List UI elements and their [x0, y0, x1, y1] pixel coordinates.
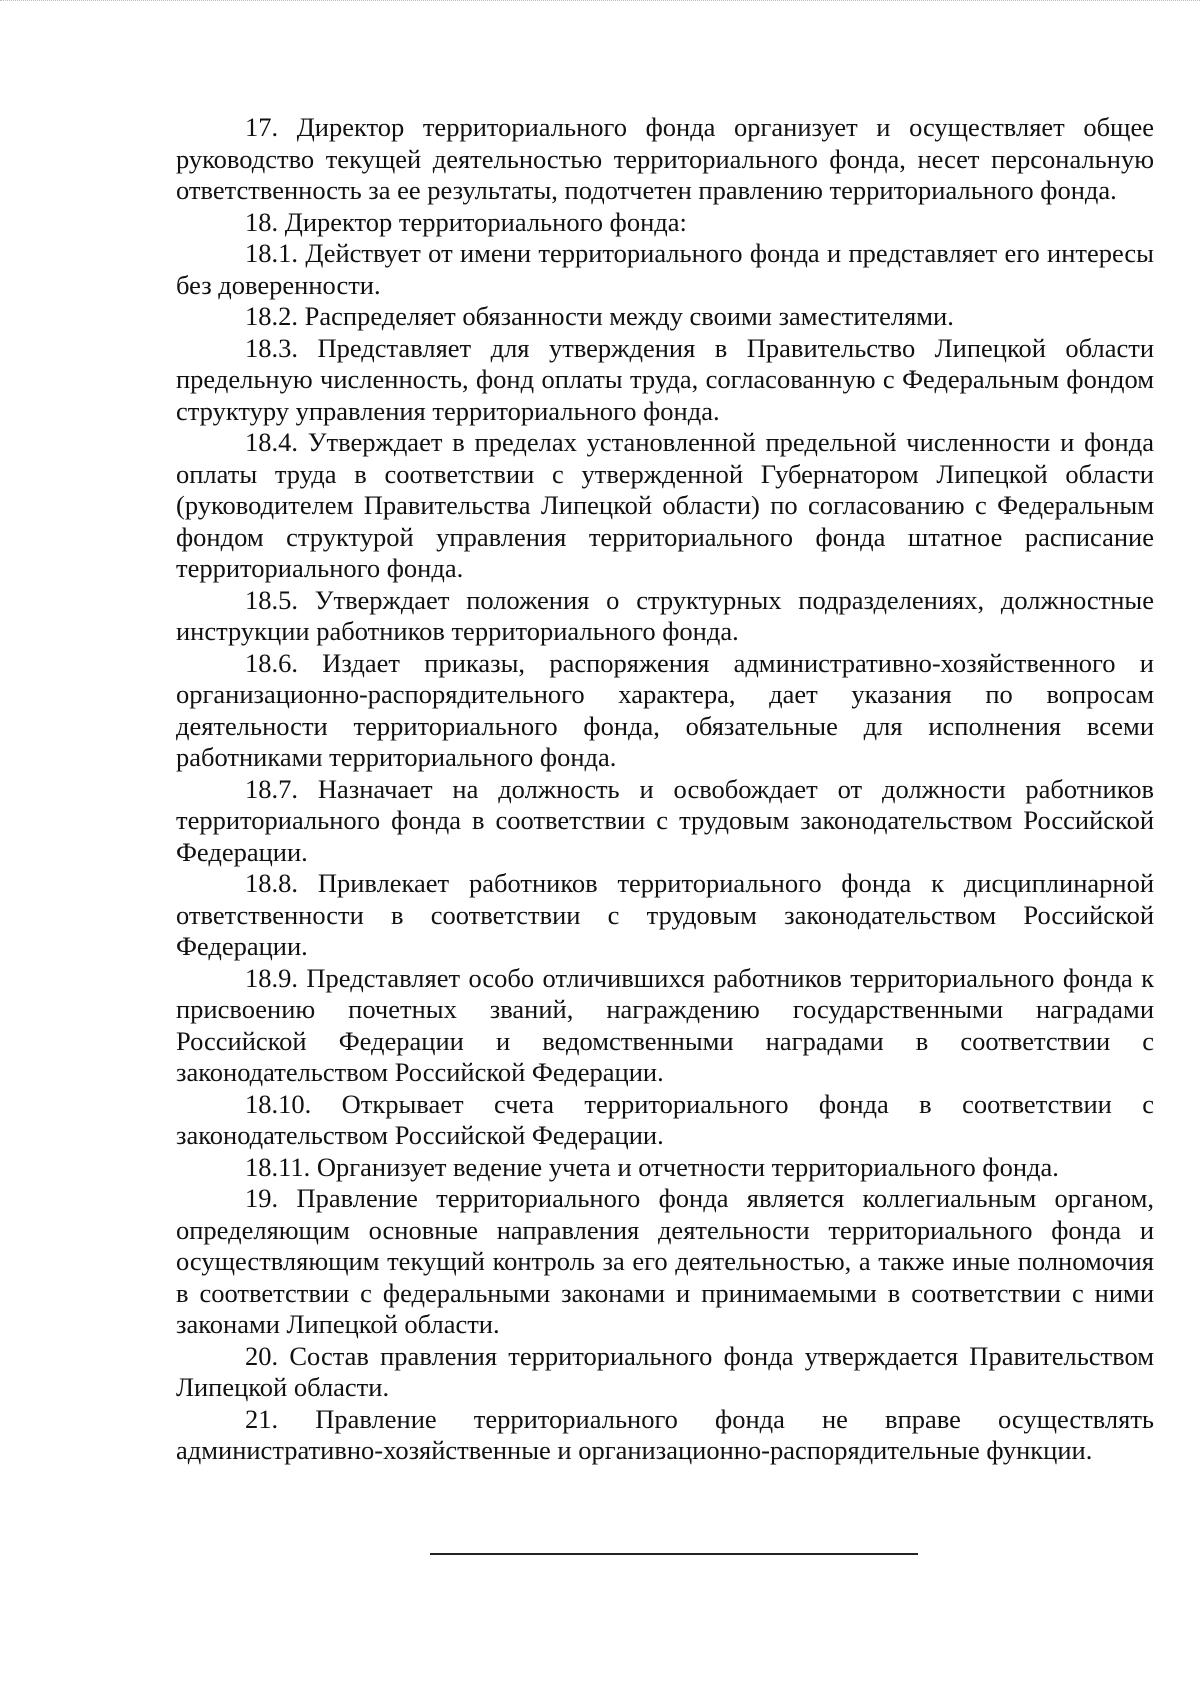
paragraph-18-9: 18.9. Представляет особо отличившихся работников территориального фонда к присвоению почетных званий, награждению государственными наградами Российской Федерации и ведомственными наградами в соответствии с законодательством Российской Федерации. [176, 962, 1154, 1087]
paragraph-18-1: 18.1. Действует от имени территориального фонда и представляет его интересы без доверенности. [176, 238, 1154, 300]
paragraph-18-10: 18.10. Открывает счета территориального фонда в соответствии с законодательством Российской Федерации. [176, 1088, 1154, 1150]
paragraph-20: 20. Состав правления территориального фонда утверждается Правительством Липецкой области. [176, 1340, 1154, 1402]
end-of-document-rule [430, 1553, 918, 1555]
paragraph-18-3: 18.3. Представляет для утверждения в Правительство Липецкой области предельную численность, фонд оплаты труда, согласованную с Федеральным фондом структуру управления территориального фонда. [176, 332, 1154, 426]
scan-edge [0, 0, 1200, 11]
paragraph-21: 21. Правление территориального фонда не вправе осуществлять административно-хозяйственные и организационно-распорядительные функции. [176, 1403, 1154, 1465]
paragraph-18-5: 18.5. Утверждает положения о структурных подразделениях, должностные инструкции работников территориального фонда. [176, 584, 1154, 646]
paragraph-19: 19. Правление территориального фонда является коллегиальным органом, определяющим основные направления деятельности территориального фонда и осуществляющим текущий контроль за его деятельностью, а также иные полномочия в соответствии с федеральными законами и принимаемыми в соответствии с ними законами Липецкой области. [176, 1183, 1154, 1339]
paragraph-18-11: 18.11. Организует ведение учета и отчетности территориального фонда. [245, 1151, 1059, 1182]
paragraph-17: 17. Директор территориального фонда организует и осуществляет общее руководство текущей деятельностью территориального фонда, несет персональную ответственность за ее результаты, подотчетен правлению территориального фонда. [176, 112, 1154, 205]
paragraph-18-2: 18.2. Распределяет обязанности между своими заместителями. [245, 301, 954, 331]
paragraph-18-6: 18.6. Издает приказы, распоряжения административно-хозяйственного и организационно-распорядительного характера, дает указания по вопросам деятельности территориального фонда, обязательные для исполнения всеми работниками территориального фонда. [176, 647, 1154, 772]
paragraph-18: 18. Директор территориального фонда: [245, 206, 687, 237]
paragraph-18-7: 18.7. Назначает на должность и освобождает от должности работников территориального фонда в соответствии с трудовым законодательством Российской Федерации. [176, 773, 1154, 867]
paragraph-18-8: 18.8. Привлекает работников территориального фонда к дисциплинарной ответственности в соответствии с трудовым законодательством Российской Федерации. [176, 868, 1154, 961]
paragraph-18-4: 18.4. Утверждает в пределах установленной предельной численности и фонда оплаты труда в соответствии с утвержденной Губернатором Липецкой области (руководителем Правительства Липецкой области) по согласованию с Федеральным фондом структурой управления территориального фонда штатное расписание территориального фонда. [176, 427, 1154, 583]
document-body [176, 112, 1154, 1467]
